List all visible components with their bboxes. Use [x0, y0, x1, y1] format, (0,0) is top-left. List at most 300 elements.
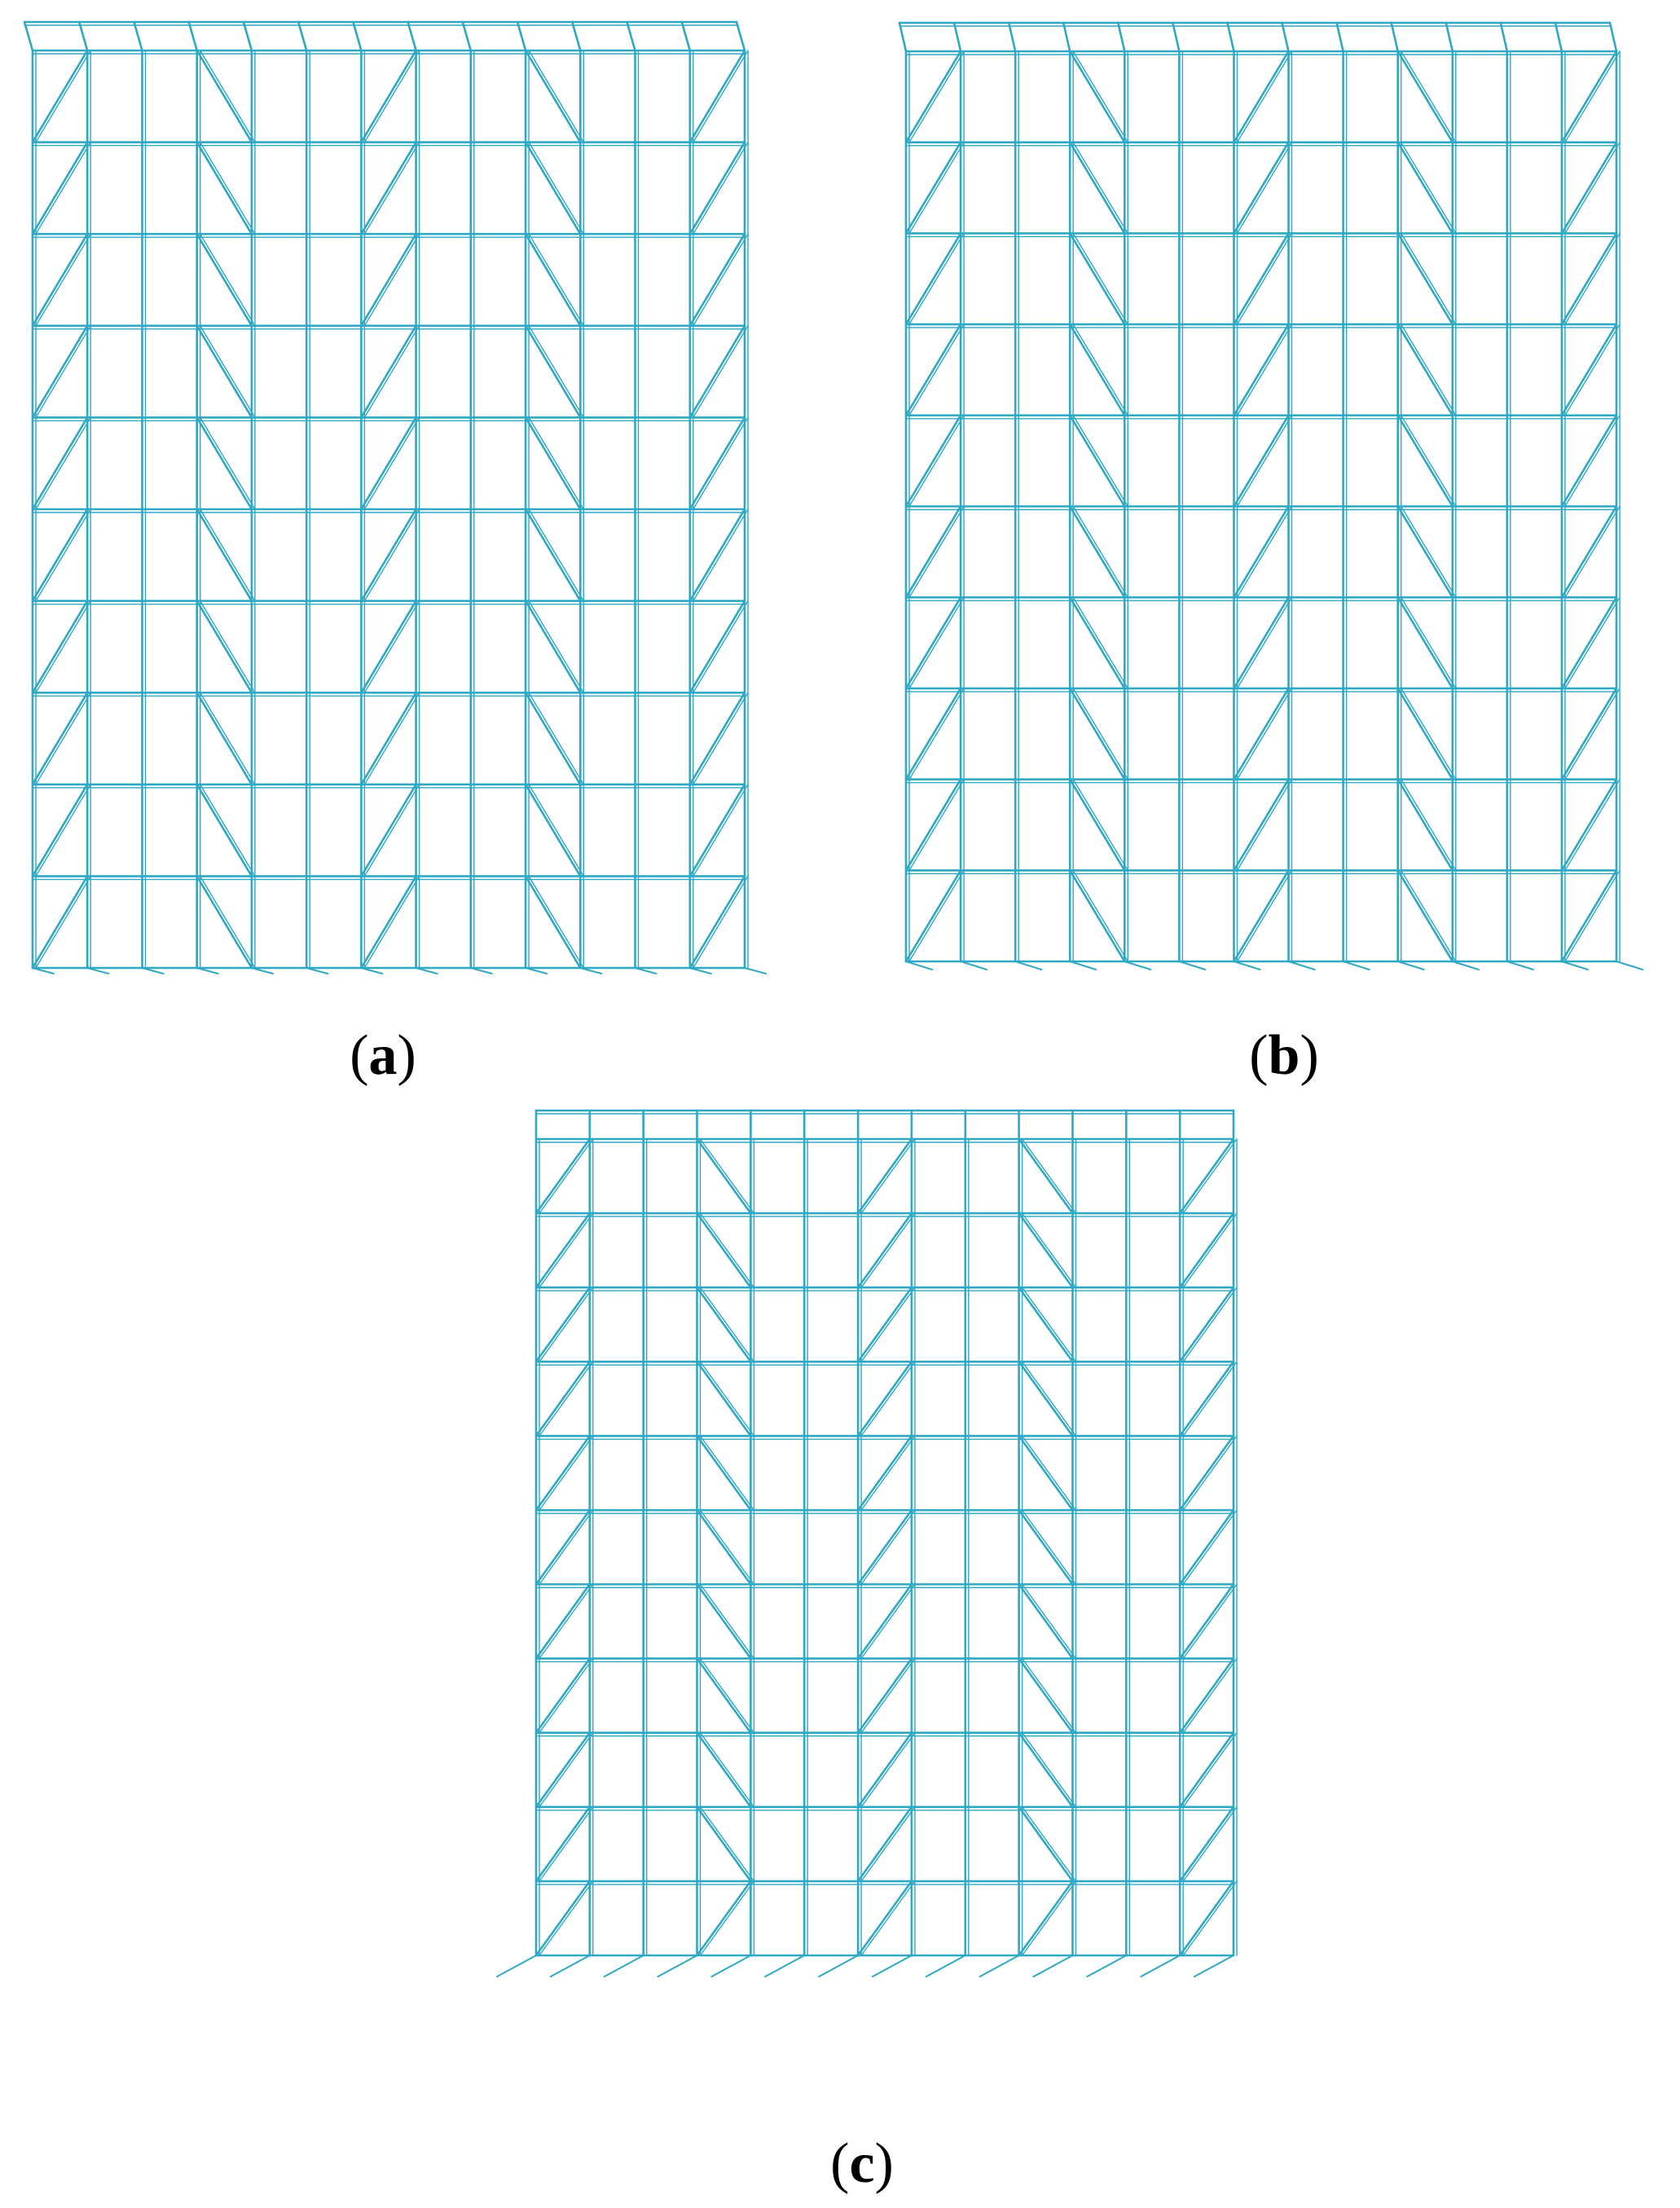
brace-diagonal — [1023, 1436, 1076, 1510]
brace-diagonal — [1183, 1287, 1237, 1361]
brace-diagonal — [1565, 416, 1620, 507]
brace-diagonal — [361, 509, 416, 601]
brace-diagonal — [697, 1436, 751, 1510]
brace-diagonal — [33, 51, 87, 143]
roof-post — [1282, 23, 1289, 51]
brace-diagonal — [1070, 416, 1124, 507]
brace-diagonal — [33, 785, 87, 877]
brace-diagonal — [1401, 597, 1456, 688]
brace-diagonal — [1238, 324, 1292, 416]
roof-post — [1228, 23, 1234, 51]
brace-diagonal — [697, 1213, 751, 1287]
roof-post — [463, 22, 471, 51]
brace-diagonal — [1562, 143, 1616, 234]
brace-diagonal — [858, 1659, 912, 1733]
brace-diagonal — [1070, 324, 1124, 416]
brace-diagonal — [197, 143, 252, 235]
brace-diagonal — [1023, 1733, 1076, 1807]
brace-diagonal — [1073, 507, 1128, 598]
brace-diagonal — [906, 688, 961, 780]
support-stub — [873, 1955, 912, 1977]
brace-diagonal — [1180, 1361, 1234, 1436]
brace-diagonal — [1234, 597, 1289, 688]
brace-diagonal — [197, 601, 252, 693]
brace-diagonal — [861, 1361, 915, 1436]
brace-diagonal — [697, 1361, 751, 1436]
brace-diagonal — [861, 1287, 915, 1361]
brace-diagonal — [701, 1139, 754, 1213]
brace-diagonal — [529, 234, 583, 326]
brace-diagonal — [364, 234, 419, 326]
brace-diagonal — [33, 326, 87, 418]
brace-diagonal — [539, 1511, 593, 1585]
brace-diagonal — [1180, 1287, 1234, 1361]
brace-diagonal — [529, 417, 583, 509]
brace-diagonal — [1398, 324, 1453, 416]
brace-diagonal — [36, 51, 90, 143]
roof-post — [1118, 23, 1124, 51]
panel-b-caption: (b) — [1249, 1024, 1319, 1087]
brace-diagonal — [1180, 1881, 1234, 1955]
brace-diagonal — [697, 1139, 751, 1213]
brace-diagonal — [690, 693, 745, 785]
brace-diagonal — [1562, 324, 1616, 416]
brace-diagonal — [697, 1287, 751, 1361]
brace-diagonal — [539, 1585, 593, 1659]
support-stub — [1194, 1955, 1234, 1977]
frame-panel-c — [497, 1111, 1237, 1977]
brace-diagonal — [36, 785, 90, 877]
brace-diagonal — [536, 1361, 590, 1436]
brace-diagonal — [1073, 597, 1128, 688]
brace-diagonal — [1183, 1881, 1237, 1955]
brace-diagonal — [1019, 1436, 1073, 1510]
brace-diagonal — [529, 785, 583, 877]
brace-diagonal — [536, 1287, 590, 1361]
brace-diagonal — [697, 1881, 751, 1955]
brace-diagonal — [861, 1511, 915, 1585]
brace-diagonal — [697, 1659, 751, 1733]
brace-diagonal — [361, 234, 416, 326]
brace-diagonal — [1183, 1361, 1237, 1436]
brace-diagonal — [200, 234, 255, 326]
roof-post — [24, 22, 33, 51]
brace-diagonal — [1019, 1511, 1073, 1585]
brace-diagonal — [539, 1436, 593, 1510]
brace-diagonal — [1401, 51, 1456, 143]
brace-diagonal — [197, 876, 252, 968]
brace-diagonal — [1023, 1807, 1076, 1881]
roof-post — [298, 22, 306, 51]
brace-diagonal — [364, 509, 419, 601]
brace-diagonal — [1398, 870, 1453, 961]
brace-diagonal — [526, 601, 580, 693]
brace-diagonal — [1073, 233, 1128, 324]
brace-diagonal — [33, 143, 87, 235]
roof-post — [572, 22, 580, 51]
brace-diagonal — [1562, 870, 1616, 961]
brace-diagonal — [1023, 1361, 1076, 1436]
brace-diagonal — [1183, 1139, 1237, 1213]
brace-diagonal — [536, 1807, 590, 1881]
brace-diagonal — [1019, 1585, 1073, 1659]
brace-diagonal — [1234, 416, 1289, 507]
brace-diagonal — [1019, 1659, 1073, 1733]
brace-diagonal — [858, 1436, 912, 1510]
brace-diagonal — [1234, 688, 1289, 780]
support-stub — [980, 1955, 1019, 1977]
brace-diagonal — [36, 693, 90, 785]
brace-diagonal — [33, 876, 87, 968]
brace-diagonal — [526, 509, 580, 601]
support-stub — [745, 968, 766, 974]
brace-diagonal — [1180, 1807, 1234, 1881]
brace-diagonal — [909, 507, 964, 598]
brace-diagonal — [1234, 780, 1289, 871]
brace-diagonal — [906, 233, 961, 324]
brace-diagonal — [529, 143, 583, 235]
panel-c-caption: (c) — [830, 2132, 894, 2195]
brace-diagonal — [1565, 233, 1620, 324]
brace-diagonal — [1019, 1213, 1073, 1287]
brace-diagonal — [693, 785, 748, 877]
brace-diagonal — [1238, 416, 1292, 507]
brace-diagonal — [909, 597, 964, 688]
brace-diagonal — [1565, 870, 1620, 961]
brace-diagonal — [1238, 51, 1292, 143]
brace-diagonal — [1238, 233, 1292, 324]
brace-diagonal — [536, 1659, 590, 1733]
brace-diagonal — [1073, 143, 1128, 234]
brace-diagonal — [1234, 143, 1289, 234]
brace-diagonal — [906, 507, 961, 598]
brace-diagonal — [690, 417, 745, 509]
support-stub — [1087, 1955, 1126, 1977]
brace-diagonal — [361, 785, 416, 877]
brace-diagonal — [1565, 507, 1620, 598]
frame-panel-a — [24, 22, 766, 974]
brace-diagonal — [200, 785, 255, 877]
brace-diagonal — [1234, 870, 1289, 961]
brace-diagonal — [1180, 1436, 1234, 1510]
brace-diagonal — [529, 601, 583, 693]
brace-diagonal — [1398, 507, 1453, 598]
brace-diagonal — [526, 693, 580, 785]
brace-diagonal — [33, 601, 87, 693]
brace-diagonal — [1183, 1436, 1237, 1510]
brace-diagonal — [1070, 507, 1124, 598]
brace-diagonal — [1398, 143, 1453, 234]
brace-diagonal — [529, 51, 583, 143]
brace-diagonal — [909, 324, 964, 416]
roof-post — [954, 23, 961, 51]
roof-post — [1610, 23, 1616, 51]
brace-diagonal — [539, 1733, 593, 1807]
brace-diagonal — [1073, 870, 1128, 961]
brace-diagonal — [197, 234, 252, 326]
brace-diagonal — [1562, 416, 1616, 507]
roof-post — [1063, 23, 1070, 51]
brace-diagonal — [858, 1585, 912, 1659]
brace-diagonal — [197, 693, 252, 785]
brace-diagonal — [33, 693, 87, 785]
brace-diagonal — [526, 785, 580, 877]
support-stub — [1124, 961, 1150, 970]
brace-diagonal — [906, 324, 961, 416]
frame-panel-b — [899, 23, 1643, 970]
brace-diagonal — [690, 509, 745, 601]
brace-diagonal — [858, 1733, 912, 1807]
support-stub — [605, 1955, 644, 1977]
brace-diagonal — [1070, 233, 1124, 324]
brace-diagonal — [529, 693, 583, 785]
brace-diagonal — [1238, 870, 1292, 961]
brace-diagonal — [858, 1881, 912, 1955]
brace-diagonal — [1234, 324, 1289, 416]
brace-diagonal — [1562, 233, 1616, 324]
brace-diagonal — [33, 234, 87, 326]
roof-post — [244, 22, 252, 51]
brace-diagonal — [536, 1881, 590, 1955]
brace-diagonal — [1023, 1585, 1076, 1659]
brace-diagonal — [33, 509, 87, 601]
brace-diagonal — [701, 1287, 754, 1361]
brace-diagonal — [1234, 507, 1289, 598]
brace-diagonal — [1070, 51, 1124, 143]
brace-diagonal — [364, 326, 419, 418]
brace-diagonal — [197, 326, 252, 418]
roof-post — [899, 23, 906, 51]
brace-diagonal — [1183, 1213, 1237, 1287]
brace-diagonal — [529, 876, 583, 968]
brace-diagonal — [1073, 416, 1128, 507]
brace-diagonal — [1070, 870, 1124, 961]
roof-post — [189, 22, 197, 51]
brace-diagonal — [364, 601, 419, 693]
brace-diagonal — [697, 1511, 751, 1585]
brace-diagonal — [200, 509, 255, 601]
brace-diagonal — [361, 417, 416, 509]
brace-diagonal — [36, 601, 90, 693]
support-stub — [1015, 961, 1041, 970]
brace-diagonal — [1238, 507, 1292, 598]
brace-diagonal — [197, 785, 252, 877]
brace-diagonal — [539, 1361, 593, 1436]
roof-post — [1337, 23, 1344, 51]
brace-diagonal — [701, 1659, 754, 1733]
brace-diagonal — [200, 326, 255, 418]
brace-diagonal — [1401, 780, 1456, 871]
brace-diagonal — [36, 509, 90, 601]
brace-diagonal — [1023, 1213, 1076, 1287]
brace-diagonal — [1180, 1659, 1234, 1733]
brace-diagonal — [529, 326, 583, 418]
brace-diagonal — [701, 1361, 754, 1436]
brace-diagonal — [526, 326, 580, 418]
brace-diagonal — [197, 51, 252, 143]
brace-diagonal — [536, 1585, 590, 1659]
support-stub — [906, 961, 932, 970]
brace-diagonal — [858, 1287, 912, 1361]
brace-diagonal — [909, 688, 964, 780]
brace-diagonal — [1073, 324, 1128, 416]
brace-diagonal — [1019, 1139, 1073, 1213]
brace-diagonal — [1019, 1733, 1073, 1807]
brace-diagonal — [1562, 51, 1616, 143]
brace-diagonal — [1398, 688, 1453, 780]
brace-diagonal — [858, 1361, 912, 1436]
brace-diagonal — [690, 326, 745, 418]
brace-diagonal — [536, 1511, 590, 1585]
brace-diagonal — [364, 693, 419, 785]
support-stub — [1034, 1955, 1073, 1977]
brace-diagonal — [1565, 324, 1620, 416]
brace-diagonal — [361, 51, 416, 143]
brace-diagonal — [1238, 597, 1292, 688]
brace-diagonal — [1073, 51, 1128, 143]
roof-post — [1172, 23, 1179, 51]
brace-diagonal — [701, 1511, 754, 1585]
support-stub — [658, 1955, 697, 1977]
brace-diagonal — [909, 233, 964, 324]
brace-diagonal — [1565, 780, 1620, 871]
brace-diagonal — [200, 143, 255, 235]
brace-diagonal — [858, 1511, 912, 1585]
support-stub — [765, 1955, 804, 1977]
brace-diagonal — [1019, 1361, 1073, 1436]
brace-diagonal — [36, 234, 90, 326]
brace-diagonal — [1401, 507, 1456, 598]
brace-diagonal — [1023, 1287, 1076, 1361]
brace-diagonal — [1398, 51, 1453, 143]
brace-diagonal — [909, 143, 964, 234]
support-stub — [551, 1955, 590, 1977]
brace-diagonal — [858, 1807, 912, 1881]
brace-diagonal — [364, 51, 419, 143]
brace-diagonal — [200, 876, 255, 968]
brace-diagonal — [364, 417, 419, 509]
brace-diagonal — [906, 143, 961, 234]
brace-diagonal — [364, 876, 419, 968]
roof-post — [1501, 23, 1507, 51]
brace-diagonal — [858, 1213, 912, 1287]
brace-diagonal — [701, 1436, 754, 1510]
brace-diagonal — [529, 509, 583, 601]
brace-diagonal — [693, 234, 748, 326]
brace-diagonal — [33, 417, 87, 509]
brace-diagonal — [858, 1139, 912, 1213]
brace-diagonal — [693, 601, 748, 693]
brace-diagonal — [693, 509, 748, 601]
brace-diagonal — [539, 1807, 593, 1881]
brace-diagonal — [1562, 507, 1616, 598]
brace-diagonal — [1019, 1881, 1073, 1955]
support-stub — [961, 961, 987, 970]
brace-diagonal — [364, 143, 419, 235]
brace-diagonal — [539, 1139, 593, 1213]
brace-diagonal — [693, 143, 748, 235]
brace-diagonal — [1070, 597, 1124, 688]
brace-diagonal — [539, 1287, 593, 1361]
brace-diagonal — [539, 1659, 593, 1733]
brace-diagonal — [1180, 1213, 1234, 1287]
brace-diagonal — [1183, 1511, 1237, 1585]
support-stub — [1562, 961, 1588, 970]
brace-diagonal — [197, 509, 252, 601]
brace-diagonal — [361, 601, 416, 693]
brace-diagonal — [906, 51, 961, 143]
brace-diagonal — [690, 143, 745, 235]
brace-diagonal — [1565, 143, 1620, 234]
brace-diagonal — [1562, 688, 1616, 780]
brace-diagonal — [701, 1807, 754, 1881]
brace-diagonal — [697, 1807, 751, 1881]
brace-diagonal — [36, 417, 90, 509]
brace-diagonal — [909, 780, 964, 871]
brace-diagonal — [1070, 688, 1124, 780]
support-stub — [1289, 961, 1315, 970]
brace-diagonal — [1183, 1659, 1237, 1733]
roof-post — [737, 22, 745, 51]
brace-diagonal — [909, 870, 964, 961]
brace-diagonal — [1238, 780, 1292, 871]
brace-diagonal — [701, 1585, 754, 1659]
brace-diagonal — [1401, 324, 1456, 416]
roof-post — [627, 22, 635, 51]
brace-diagonal — [200, 601, 255, 693]
roof-post — [682, 22, 690, 51]
brace-diagonal — [1234, 51, 1289, 143]
brace-diagonal — [1234, 233, 1289, 324]
brace-diagonal — [861, 1659, 915, 1733]
brace-diagonal — [906, 416, 961, 507]
brace-diagonal — [200, 693, 255, 785]
brace-diagonal — [526, 51, 580, 143]
roof-post — [517, 22, 526, 51]
support-stub — [1141, 1955, 1180, 1977]
brace-diagonal — [1183, 1733, 1237, 1807]
brace-diagonal — [690, 785, 745, 877]
brace-diagonal — [1398, 416, 1453, 507]
brace-diagonal — [1070, 780, 1124, 871]
brace-diagonal — [1562, 597, 1616, 688]
brace-diagonal — [1398, 233, 1453, 324]
roof-post — [1446, 23, 1453, 51]
brace-diagonal — [909, 416, 964, 507]
brace-diagonal — [36, 326, 90, 418]
brace-diagonal — [1565, 51, 1620, 143]
brace-diagonal — [526, 234, 580, 326]
brace-diagonal — [1183, 1807, 1237, 1881]
roof-post — [1392, 23, 1398, 51]
brace-diagonal — [1238, 143, 1292, 234]
brace-diagonal — [536, 1733, 590, 1807]
panel-a-caption: (a) — [350, 1024, 416, 1087]
brace-diagonal — [1401, 143, 1456, 234]
brace-diagonal — [693, 693, 748, 785]
roof-post — [1009, 23, 1015, 51]
brace-diagonal — [1183, 1585, 1237, 1659]
brace-diagonal — [693, 51, 748, 143]
brace-diagonal — [361, 693, 416, 785]
support-stub — [1070, 961, 1096, 970]
support-stub — [1507, 961, 1533, 970]
roof-post — [1555, 23, 1562, 51]
brace-diagonal — [861, 1436, 915, 1510]
brace-diagonal — [1180, 1733, 1234, 1807]
brace-diagonal — [36, 876, 90, 968]
support-stub — [1398, 961, 1424, 970]
